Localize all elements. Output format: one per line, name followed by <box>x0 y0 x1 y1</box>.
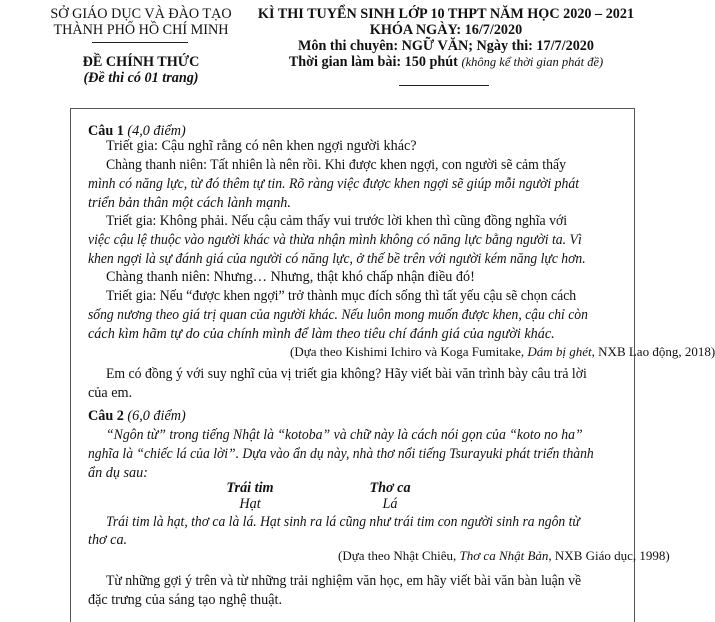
q1-line-2 <box>106 157 580 174</box>
q2-task-line-2: đặc trưng của sáng tạo nghệ thuật. <box>88 592 283 608</box>
q2-line-2 <box>88 446 615 463</box>
q1-line-11 <box>88 326 555 343</box>
q2-source <box>338 547 670 564</box>
metaphor-column-1-item: Hạt <box>239 496 261 512</box>
q2-line-1-text: “Ngôn từ” trong tiếng Nhật là “kotoba” và chữ này là cách nói gọn của “koto no ha” <box>106 427 583 443</box>
q2-quote-line-1-text: Trái tim là hạt, thơ ca là lá. Hạt sinh ra lá cũng như trái tim con người sinh ra ngôn từ <box>106 514 580 530</box>
q1-source <box>290 343 715 360</box>
q2-line-2-text: nghĩa là “chiếc lá của lời”. Dựa vào ẩn dụ này, nhà thơ nổi tiếng Tsurayuki phát triển thành <box>88 446 594 462</box>
q1-line-10 <box>88 307 609 324</box>
q2-task-line-1 <box>106 573 596 590</box>
q1-source-suffix: , NXB Lao động, 2018) <box>591 344 715 359</box>
time-note: (không kể thời gian phát đề) <box>461 55 604 69</box>
official-label: ĐỀ CHÍNH THỨC <box>82 54 200 70</box>
q1-source-prefix: (Dựa theo Kishimi Ichiro và Koga Fumitake, <box>290 344 528 359</box>
q2-line-1 <box>106 427 597 444</box>
question-2-title: Câu 2 <box>88 408 124 424</box>
q1-line-5 <box>106 213 581 230</box>
q1-line-4-text: triển bản thân một cách lành mạnh. <box>88 195 291 211</box>
metaphor-column-2-heading: Thơ ca <box>369 480 411 496</box>
q1-line-7-text: khen ngợi là sự đánh giá của người có năng lực, ở thế bề trên với người kém năng lực hơn. <box>88 251 586 267</box>
question-1-title: Câu 1 <box>88 123 124 139</box>
q2-line-3: ẩn dụ sau: <box>88 465 148 481</box>
q2-source-prefix: (Dựa theo Nhật Chiêu, <box>338 548 460 563</box>
q1-line-3-text: mình có năng lực, từ đó thêm tự tin. Rõ ràng việc được khen ngợi sẽ giúp mỗi người phát <box>88 176 580 192</box>
q2-quote-line-1 <box>106 514 600 531</box>
q1-line-10-text: sống nương theo giá trị quan của người khác. Nếu luôn mong muốn được khen, cậu chỉ còn <box>88 307 588 323</box>
q1-line-4 <box>88 195 291 212</box>
q1-line-5-text: Triết gia: Không phải. Nếu cậu cảm thấy vui trước lời khen thì cũng đồng nghĩa với <box>106 213 568 229</box>
q1-task-line-1 <box>106 366 602 383</box>
q1-line-11-text: cách kìm hãm tự do của chính mình để làm theo tiêu chí đánh giá của người khác. <box>88 326 555 342</box>
q2-quote-line-2: thơ ca. <box>88 532 128 548</box>
exam-title: KÌ THI TUYỂN SINH LỚP 10 THPT NĂM HỌC 2020 – 2021 <box>257 6 635 22</box>
question-2-heading <box>88 408 186 425</box>
q2-source-suffix: , NXB Giáo dục, 1998) <box>548 548 670 563</box>
question-2-points: (6,0 điểm) <box>127 408 186 424</box>
header-right-underline <box>399 85 489 86</box>
q1-line-3 <box>88 176 594 193</box>
q1-task-line-2: của em. <box>88 385 133 401</box>
q1-line-8 <box>106 269 475 286</box>
q1-source-book: Dám bị ghét <box>527 344 592 359</box>
q1-line-9 <box>106 288 591 305</box>
q1-line-7 <box>88 251 606 268</box>
time-line <box>256 54 636 71</box>
q2-task-line-1-text: Từ những gợi ý trên và từ những trải nghiệm văn học, em hãy viết bài văn bàn luận về <box>106 573 582 589</box>
q1-line-9-text: Triết gia: Nếu “được khen ngợi” trở thành mục đích sống thì tất yếu cậu sẽ chọn cách <box>106 288 577 304</box>
question-1-points: (4,0 điểm) <box>127 123 186 139</box>
department-line-1: SỞ GIÁO DỤC VÀ ĐÀO TẠO <box>50 6 232 22</box>
department-underline <box>92 42 188 43</box>
q1-line-6-text: việc cậu lệ thuộc vào người khác và thừa nhận mình không có năng lực bằng người ta. Vì <box>88 232 582 248</box>
metaphor-column-1-heading: Trái tim <box>226 480 274 496</box>
time-label: Thời gian làm bài: 150 phút <box>288 54 458 70</box>
pages-note: (Đề thi có 01 trang) <box>83 70 199 86</box>
exam-date: KHÓA NGÀY: 16/7/2020 <box>369 22 523 38</box>
q1-line-1 <box>106 138 417 155</box>
metaphor-column-2-item: Lá <box>382 496 398 512</box>
q1-line-8-text: Chàng thanh niên: Nhưng… Nhưng, thật khó chấp nhận điều đó! <box>106 269 475 285</box>
q1-line-2-text: Chàng thanh niên: Tất nhiên là nên rồi. Khi được khen ngợi, con người sẽ cảm thấy <box>106 157 566 173</box>
department-line-2: THÀNH PHỐ HỒ CHÍ MINH <box>53 22 229 38</box>
q1-line-6 <box>88 232 597 249</box>
q2-source-book: Thơ ca Nhật Bản <box>459 548 549 563</box>
q1-task-line-1-text: Em có đồng ý với suy nghĩ của vị triết gia không? Hãy viết bài văn trình bày câu trả lời <box>106 366 587 382</box>
q1-line-1-text: Triết gia: Cậu nghĩ rằng có nên khen ngợi người khác? <box>106 138 417 154</box>
subject-line: Môn thi chuyên: NGỮ VĂN; Ngày thi: 17/7/2020 <box>298 38 594 54</box>
